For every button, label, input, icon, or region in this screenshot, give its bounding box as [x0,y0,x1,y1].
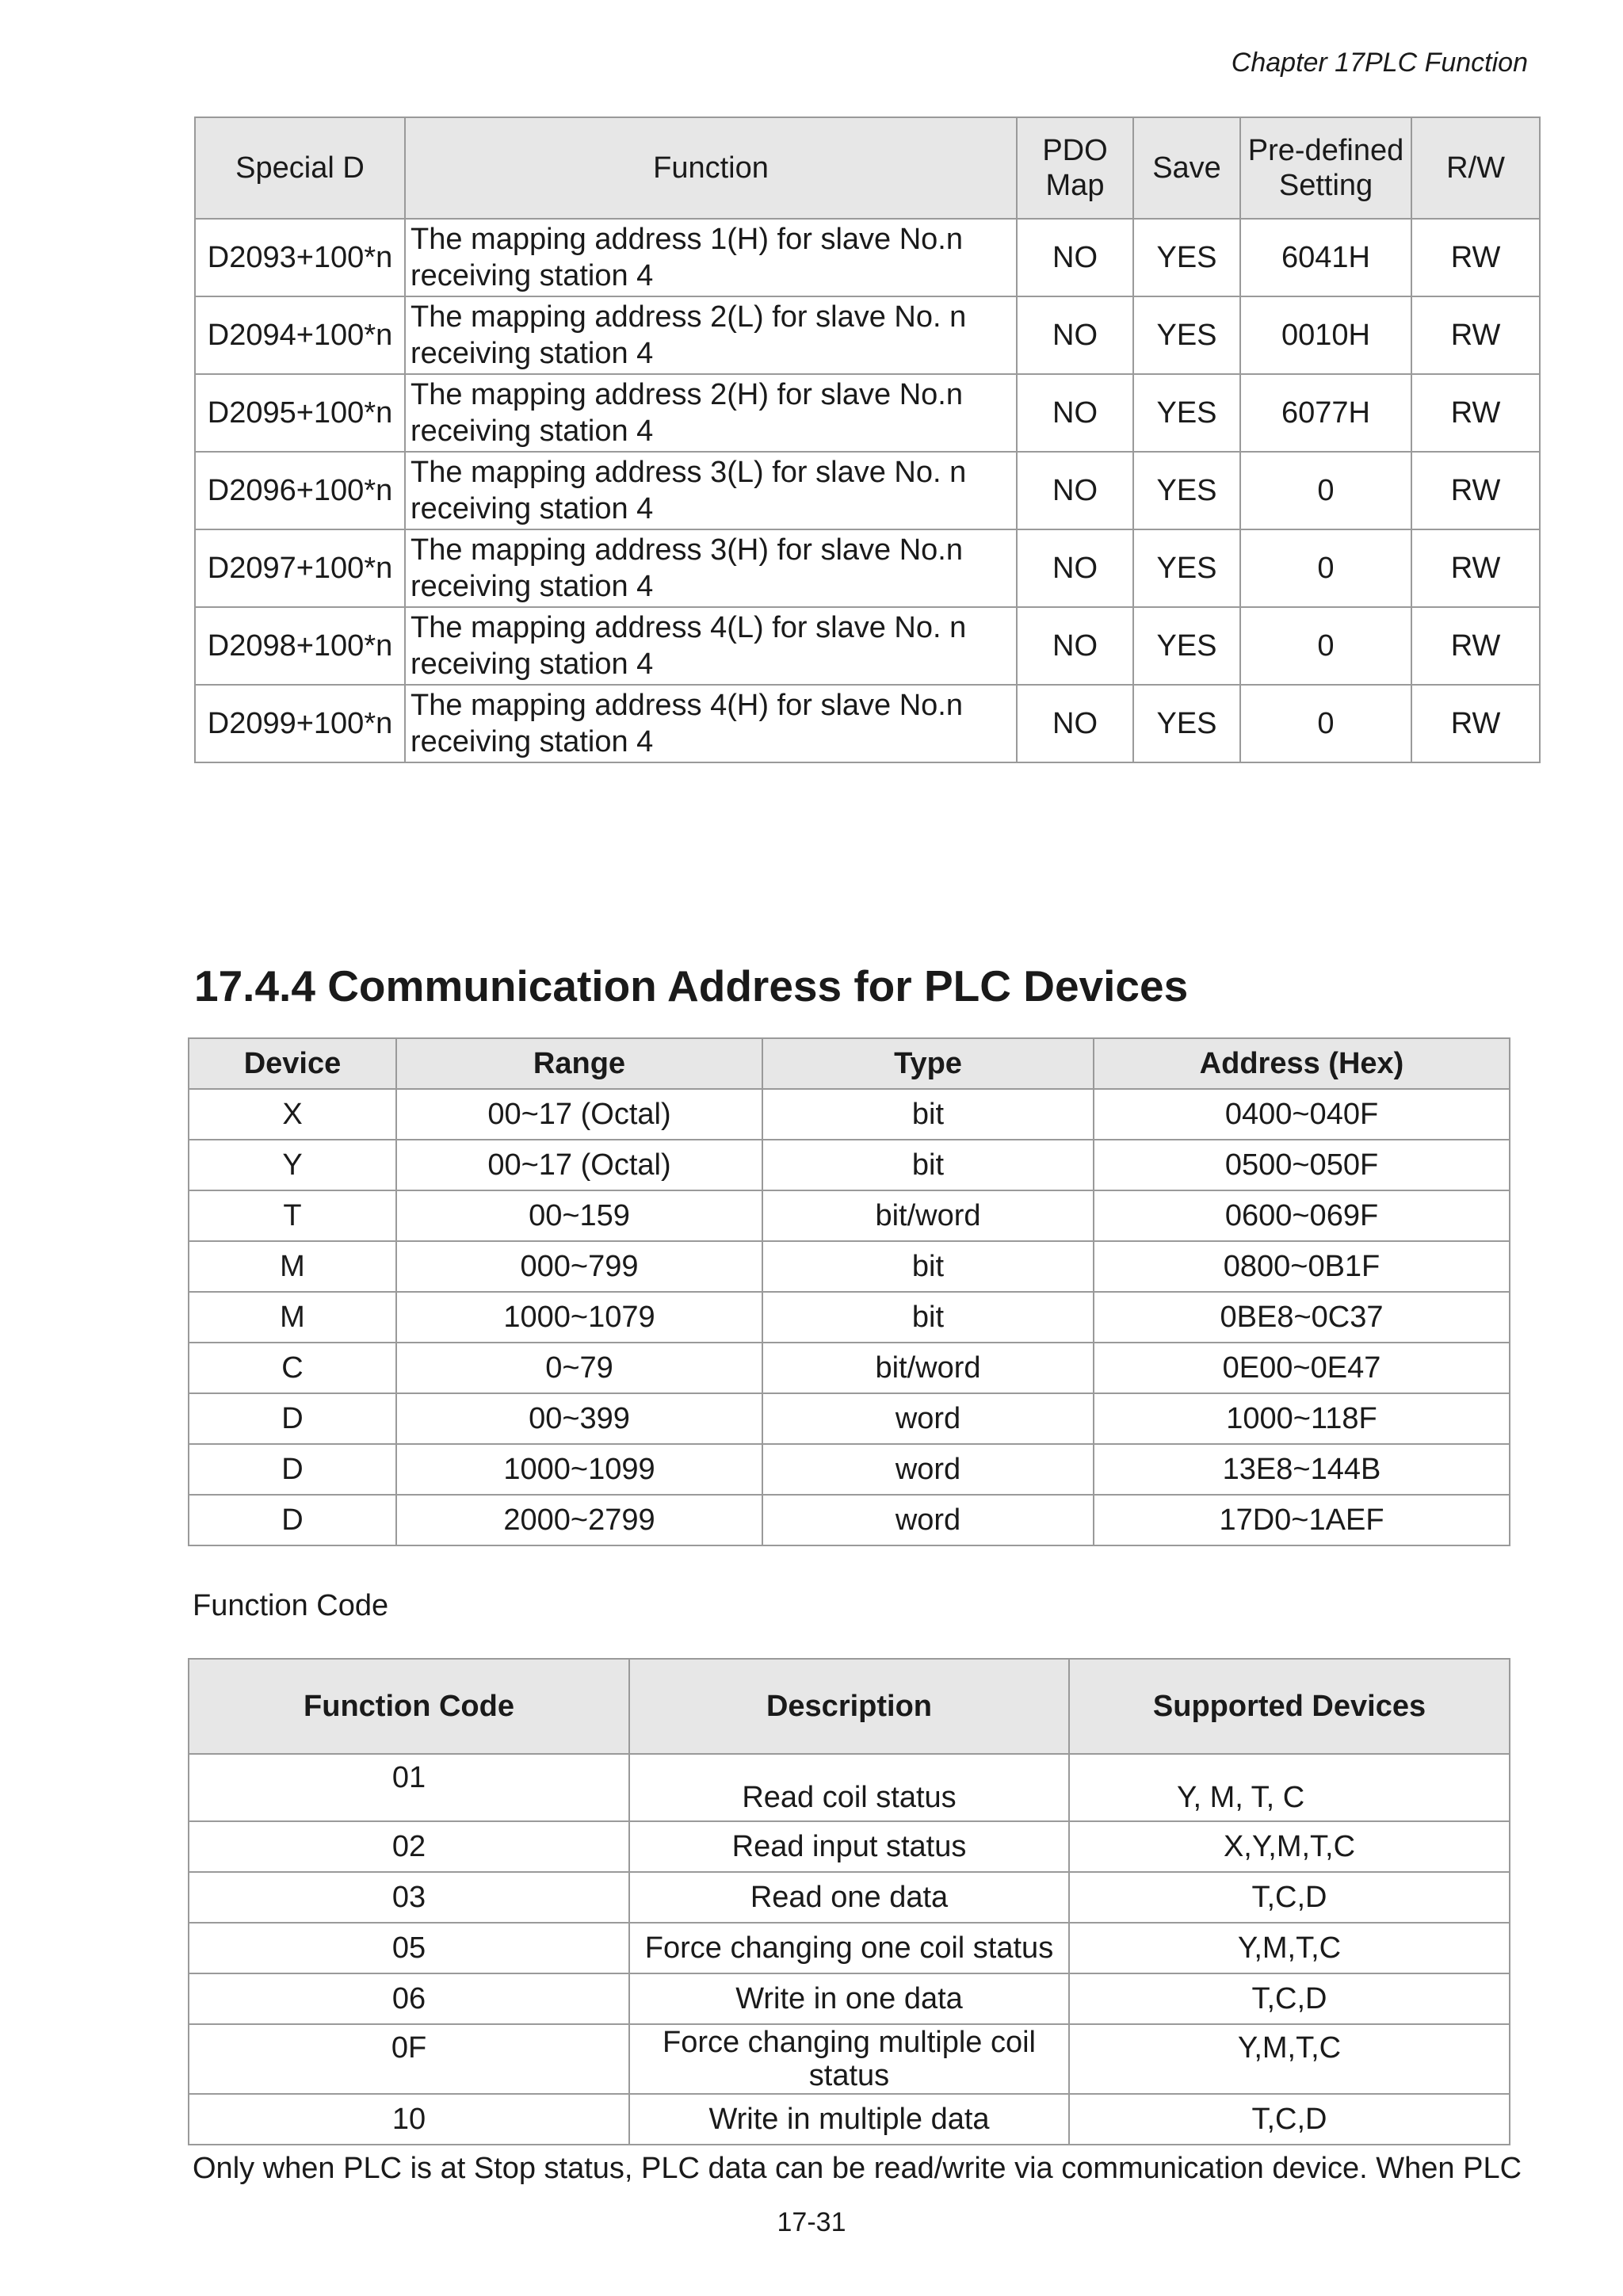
address-cell: 0600~069F [1094,1190,1510,1241]
address-cell: 1000~118F [1094,1393,1510,1444]
col-function: Function [405,117,1017,219]
table-row [189,1343,1510,1393]
table-row [195,685,1540,762]
type-cell: bit [762,1241,1094,1292]
function-cell: The mapping address 3(H) for slave No.n receiving station 4 [405,529,1017,607]
setting-cell: 6041H [1240,219,1411,296]
range-cell: 0~79 [396,1343,762,1393]
function-code-cell: 03 [189,1872,629,1923]
chapter-header: Chapter 17PLC Function [1231,48,1528,78]
table-row [189,1444,1510,1495]
table-row [195,374,1540,452]
table-row [189,1821,1510,1872]
special-d-cell: D2095+100*n [195,374,405,452]
description-cell: Force changing multiple coil status [629,2024,1069,2094]
range-cell: 000~799 [396,1241,762,1292]
rw-cell: RW [1411,607,1540,685]
setting-cell: 0 [1240,529,1411,607]
type-cell: bit/word [762,1190,1094,1241]
special-d-cell: D2097+100*n [195,529,405,607]
device-cell: D [189,1393,396,1444]
section-title: 17.4.4 Communication Address for PLC Devices [194,961,1189,1010]
range-cell: 1000~1079 [396,1292,762,1343]
col-range: Range [396,1038,762,1089]
device-cell: M [189,1292,396,1343]
range-cell: 00~17 (Octal) [396,1089,762,1140]
address-cell: 0BE8~0C37 [1094,1292,1510,1343]
save-cell: YES [1133,219,1240,296]
table-row [189,1872,1510,1923]
function-code-cell: 10 [189,2094,629,2145]
table-row [189,2024,1510,2094]
type-cell: bit [762,1089,1094,1140]
device-address-table [188,1037,1510,1546]
device-cell: M [189,1241,396,1292]
address-cell: 17D0~1AEF [1094,1495,1510,1545]
pdo-map-cell: NO [1017,452,1133,529]
range-cell: 00~17 (Octal) [396,1140,762,1190]
table-row [195,296,1540,374]
pdo-map-cell: NO [1017,296,1133,374]
table-header-row [189,1038,1510,1089]
supported-devices-cell: X,Y,M,T,C [1069,1821,1510,1872]
address-cell: 0400~040F [1094,1089,1510,1140]
col-special-d: Special D [195,117,405,219]
table-row [189,1923,1510,1973]
type-cell: word [762,1444,1094,1495]
setting-cell: 0 [1240,607,1411,685]
table-row [189,1973,1510,2024]
function-code-cell: 01 [189,1754,629,1821]
address-cell: 0500~050F [1094,1140,1510,1190]
function-code-table [188,1658,1510,2145]
setting-cell: 0 [1240,685,1411,762]
special-d-cell: D2093+100*n [195,219,405,296]
function-cell: The mapping address 2(L) for slave No. n receiving station 4 [405,296,1017,374]
address-cell: 0800~0B1F [1094,1241,1510,1292]
device-cell: Y [189,1140,396,1190]
table-row [189,1292,1510,1343]
function-code-cell: 02 [189,1821,629,1872]
setting-cell: 0 [1240,452,1411,529]
address-cell: 13E8~144B [1094,1444,1510,1495]
table-row [189,1393,1510,1444]
range-cell: 2000~2799 [396,1495,762,1545]
table-row [195,607,1540,685]
function-cell: The mapping address 4(L) for slave No. n receiving station 4 [405,607,1017,685]
page-number: 17-31 [777,2207,846,2237]
table-row [189,1495,1510,1545]
special-d-table [194,117,1541,763]
col-supported-devices: Supported Devices [1069,1659,1510,1754]
function-cell: The mapping address 1(H) for slave No.n receiving station 4 [405,219,1017,296]
pdo-map-cell: NO [1017,529,1133,607]
pdo-map-cell: NO [1017,374,1133,452]
special-d-cell: D2096+100*n [195,452,405,529]
function-cell: The mapping address 2(H) for slave No.n receiving station 4 [405,374,1017,452]
save-cell: YES [1133,607,1240,685]
device-cell: X [189,1089,396,1140]
save-cell: YES [1133,452,1240,529]
type-cell: word [762,1495,1094,1545]
function-code-caption: Function Code [193,1589,389,1622]
col-device: Device [189,1038,396,1089]
function-code-cell: 0F [189,2024,629,2094]
supported-devices-cell: T,C,D [1069,1872,1510,1923]
table-row [195,452,1540,529]
table-row [189,1241,1510,1292]
col-function-code: Function Code [189,1659,629,1754]
description-cell: Force changing one coil status [629,1923,1069,1973]
device-cell: D [189,1495,396,1545]
special-d-cell: D2094+100*n [195,296,405,374]
setting-cell: 6077H [1240,374,1411,452]
table-row [189,1754,1510,1821]
setting-cell: 0010H [1240,296,1411,374]
rw-cell: RW [1411,529,1540,607]
function-code-cell: 06 [189,1973,629,2024]
device-cell: T [189,1190,396,1241]
supported-devices-cell: Y,M,T,C [1069,2024,1510,2094]
special-d-cell: D2098+100*n [195,607,405,685]
range-cell: 00~399 [396,1393,762,1444]
supported-devices-cell: T,C,D [1069,2094,1510,2145]
special-d-cell: D2099+100*n [195,685,405,762]
table-header-row [195,117,1540,219]
address-cell: 0E00~0E47 [1094,1343,1510,1393]
supported-devices-cell: Y, M, T, C [1069,1754,1510,1821]
table-row [189,1089,1510,1140]
col-save: Save [1133,117,1240,219]
pdo-map-cell: NO [1017,607,1133,685]
save-cell: YES [1133,685,1240,762]
function-cell: The mapping address 3(L) for slave No. n receiving station 4 [405,452,1017,529]
device-cell: C [189,1343,396,1393]
rw-cell: RW [1411,219,1540,296]
table-row [189,2094,1510,2145]
description-cell: Write in multiple data [629,2094,1069,2145]
footnote-text: Only when PLC is at Stop status, PLC data can be read/write via communication device. When PLC [193,2152,1522,2185]
type-cell: word [762,1393,1094,1444]
col-address-hex: Address (Hex) [1094,1038,1510,1089]
pdo-map-cell: NO [1017,685,1133,762]
type-cell: bit [762,1140,1094,1190]
rw-cell: RW [1411,452,1540,529]
range-cell: 1000~1099 [396,1444,762,1495]
save-cell: YES [1133,374,1240,452]
rw-cell: RW [1411,685,1540,762]
device-cell: D [189,1444,396,1495]
rw-cell: RW [1411,374,1540,452]
col-rw: R/W [1411,117,1540,219]
description-cell: Write in one data [629,1973,1069,2024]
function-cell: The mapping address 4(H) for slave No.n receiving station 4 [405,685,1017,762]
table-row [195,219,1540,296]
description-cell: Read one data [629,1872,1069,1923]
col-type: Type [762,1038,1094,1089]
type-cell: bit [762,1292,1094,1343]
description-cell: Read coil status [629,1754,1069,1821]
table-header-row [189,1659,1510,1754]
type-cell: bit/word [762,1343,1094,1393]
table-row [195,529,1540,607]
rw-cell: RW [1411,296,1540,374]
supported-devices-cell: Y,M,T,C [1069,1923,1510,1973]
function-code-cell: 05 [189,1923,629,1973]
supported-devices-cell: T,C,D [1069,1973,1510,2024]
col-pdo-map: PDO Map [1017,117,1133,219]
col-pre-defined-setting: Pre-defined Setting [1240,117,1411,219]
table-row [189,1190,1510,1241]
col-description: Description [629,1659,1069,1754]
save-cell: YES [1133,529,1240,607]
save-cell: YES [1133,296,1240,374]
table-row [189,1140,1510,1190]
description-cell: Read input status [629,1821,1069,1872]
range-cell: 00~159 [396,1190,762,1241]
pdo-map-cell: NO [1017,219,1133,296]
